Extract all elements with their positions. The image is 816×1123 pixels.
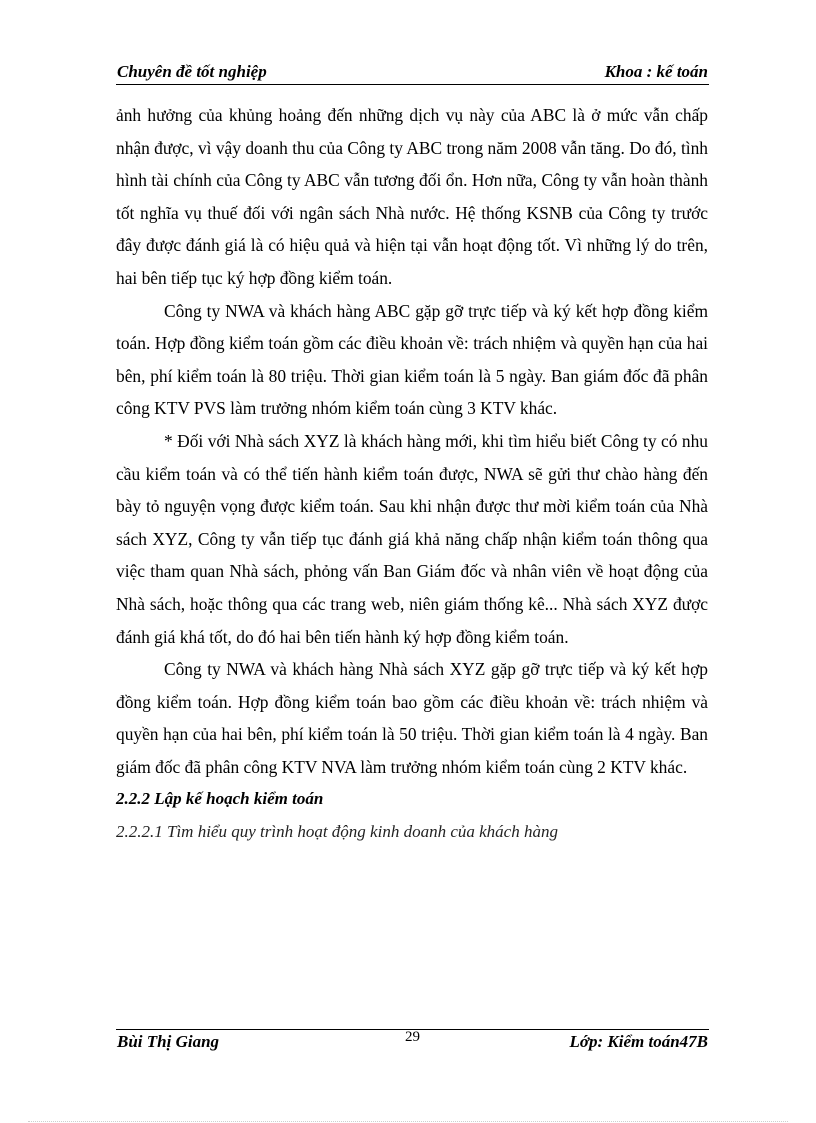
subsection-heading: 2.2.2.1 Tìm hiểu quy trình hoạt động kinh doanh của khách hàng bbox=[116, 822, 558, 842]
body-text bbox=[116, 99, 708, 849]
footer-class: Lớp: Kiểm toán47B bbox=[569, 1032, 708, 1051]
header-topic: Chuyên đề tốt nghiệp bbox=[117, 62, 267, 81]
paragraph-3: * Đối với Nhà sách XYZ là khách hàng mới, khi tìm hiểu biết Công ty có nhu cầu kiểm toán và có thể tiến hành kiểm toán được, NWA sẽ gửi thư chào hàng đến bày tỏ nguyện vọng được kiểm toán. Sau khi nhận được thư mời kiểm toán của Nhà sách XYZ, Công ty vẫn tiếp tục đánh giá khả năng chấp nhận kiểm toán thông qua việc tham quan Nhà sách, phỏng vấn Ban Giám đốc và nhân viên về hoạt động của Nhà sách, hoặc thông qua các trang web, niên giám thống kê... Nhà sách XYZ được đánh giá khá tốt, do đó hai bên tiến hành ký hợp đồng kiểm toán. bbox=[116, 430, 708, 647]
page-header bbox=[116, 62, 709, 85]
header-faculty: Khoa : kế toán bbox=[604, 62, 708, 81]
page-edge-divider bbox=[28, 1121, 788, 1122]
page-footer bbox=[116, 1029, 709, 1054]
paragraph-4: Công ty NWA và khách hàng Nhà sách XYZ gặp gỡ trực tiếp và ký kết hợp đồng kiểm toán. Hợp đồng kiểm toán bao gồm các điều khoản về: trách nhiệm và quyền hạn của hai bên, phí kiểm toán là 50 triệu. Thời gian kiểm toán là 4 ngày. Ban giám đốc đã phân công KTV NVA làm trưởng nhóm kiểm toán cùng 2 KTV khác. bbox=[116, 659, 708, 777]
section-heading: 2.2.2 Lập kế hoạch kiểm toán bbox=[116, 789, 324, 809]
page-number: 29 bbox=[405, 1029, 420, 1045]
paragraph-1: ảnh hưởng của khủng hoảng đến những dịch vụ này của ABC là ở mức vẫn chấp nhận được, vì vậy doanh thu của Công ty ABC trong năm 2008 vẫn tăng. Do đó, tình hình tài chính của Công ty ABC vẫn tương đối ổn. Hơn nữa, Công ty vẫn hoàn thành tốt nghĩa vụ thuế đối với ngân sách Nhà nước. Hệ thống KSNB của Công ty trước đây được đánh giá là có hiệu quả và hiện tại vẫn hoạt động tốt. Vì những lý do trên, hai bên tiếp tục ký hợp đồng kiểm toán. bbox=[116, 105, 708, 288]
paragraph-2: Công ty NWA và khách hàng ABC gặp gỡ trực tiếp và ký kết hợp đồng kiểm toán. Hợp đồng kiểm toán gồm các điều khoản về: trách nhiệm và quyền hạn của hai bên, phí kiểm toán là 80 triệu. Thời gian kiểm toán là 5 ngày. Ban giám đốc đã phân công KTV PVS làm trưởng nhóm kiểm toán cùng 3 KTV khác. bbox=[116, 300, 708, 419]
footer-author: Bùi Thị Giang bbox=[117, 1032, 220, 1051]
